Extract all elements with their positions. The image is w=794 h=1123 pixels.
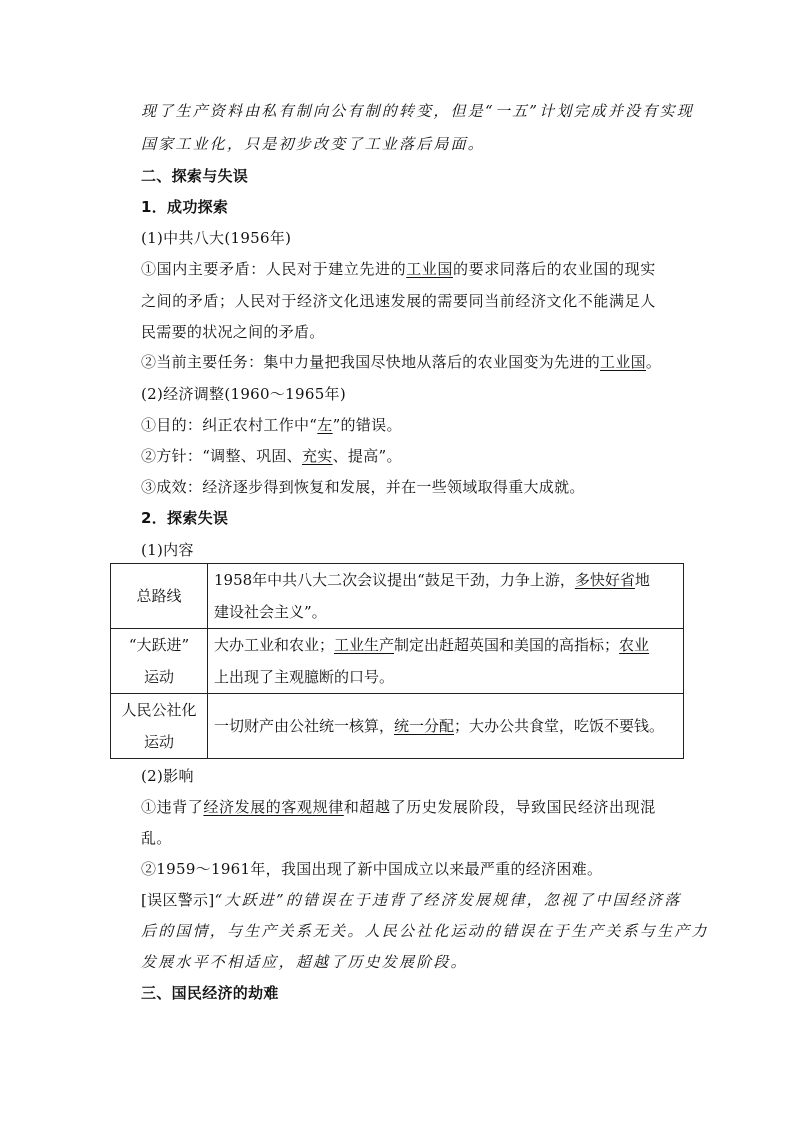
table-row-header [111, 694, 208, 759]
cell-line: 建设社会主义”。 [214, 603, 327, 621]
underlined-keyword: 经济发展的客观规律 [203, 798, 344, 816]
header-line: “大跃进” [128, 636, 190, 654]
text-span: ②当前主要任务：集中力量把我国尽快地从落后的农业国变为先进的 [141, 353, 601, 371]
table-row [111, 694, 684, 759]
paragraph-line: 民需要的状况之间的矛盾。 [141, 323, 325, 341]
table-row [111, 564, 684, 629]
text-span: ①违背了 [141, 798, 204, 816]
underlined-keyword: 工业国 [406, 260, 454, 278]
section-heading: 二、探索与失误 [141, 167, 249, 185]
paragraph-line: (1)内容 [141, 541, 194, 559]
paragraph-line: 国家工业化，只是初步改变了工业落后局面。 [141, 135, 486, 153]
text-span: 、提高”。 [332, 447, 402, 465]
text-span: 大办工业和农业； [214, 636, 335, 654]
paragraph-line [141, 259, 686, 279]
header-line: 运动 [143, 733, 174, 751]
warning-paragraph-line [141, 890, 686, 910]
text-span: ①国内主要矛盾：人民对于建立先进的 [141, 260, 407, 278]
underlined-keyword: 充实 [301, 447, 333, 465]
subsection-heading: 1．成功探索 [141, 198, 229, 216]
paragraph-line [141, 352, 686, 372]
cell-line: 上出现了主观臆断的口号。 [214, 668, 395, 686]
table-row-header [111, 629, 208, 694]
warning-paragraph-line: 发展水平不相适应，超越了历史发展阶段。 [141, 953, 468, 971]
cell-line [214, 564, 679, 596]
text-span: 制定出赶超英国和美国的高指标； [394, 636, 620, 654]
paragraph-line: (1)中共八大(1956年) [141, 229, 292, 247]
underlined-keyword: 多快好省 [574, 571, 635, 589]
subsection-heading: 2．探索失误 [141, 509, 229, 527]
paragraph-line: (2)经济调整(1960～1965年) [141, 385, 346, 403]
table-cell [208, 629, 684, 694]
table-cell [208, 694, 684, 759]
cell-line [214, 629, 679, 661]
header-line: 人民公社化 [121, 701, 197, 719]
underlined-keyword: 农业 [619, 636, 650, 654]
text-span: ②方针：“调整、巩固、 [141, 447, 302, 465]
underlined-keyword: 工业国 [600, 353, 646, 371]
table-cell [208, 564, 684, 629]
table-row [111, 629, 684, 694]
paragraph-line: 之间的矛盾；人民对于经济文化迅速发展的需要同当前经济文化不能满足人 [141, 292, 656, 310]
text-span: ；大办公共食堂，吃饭不要钱。 [454, 717, 665, 735]
paragraph-line: 现了生产资料由私有制向公有制的转变，但是“一五”计划完成并没有实现 [141, 102, 694, 120]
content-table [110, 563, 684, 759]
paragraph-line: (2)影响 [141, 767, 194, 785]
underlined-keyword: 工业生产 [334, 636, 395, 654]
underlined-keyword: 统一分配 [394, 717, 455, 735]
text-span: 和超越了历史发展阶段，导致国民经济出现混 [343, 798, 656, 816]
warning-paragraph-line: 后的国情，与生产关系无关。人民公社化运动的错误在于生产关系与生产力 [141, 922, 709, 940]
text-span: 。 [645, 353, 662, 371]
paragraph-line [141, 797, 686, 817]
paragraph-line: ③成效：经济逐步得到恢复和发展，并在一些领域取得重大成就。 [141, 478, 585, 496]
text-span: 1958年中共八大二次会议提出“鼓足干劲，力争上游， [214, 571, 575, 589]
paragraph-line [141, 446, 686, 466]
paragraph-line: 乱。 [141, 829, 172, 847]
underlined-keyword: 左 [317, 416, 333, 434]
cell-line [214, 710, 679, 742]
section-heading: 三、国民经济的劫难 [141, 984, 279, 1002]
warning-text: “大跃进”的错误在于违背了经济发展规律，忽视了中国经济落 [214, 891, 682, 909]
text-span: 地 [634, 571, 650, 589]
text-span: 一切财产由公社统一核算， [214, 717, 395, 735]
paragraph-line: ②1959～1961年，我国出现了新中国成立以来最严重的经济困难。 [141, 860, 603, 878]
text-span: ①目的：纠正农村工作中“ [141, 416, 318, 434]
table-row-header: 总路线 [111, 564, 208, 629]
warning-label: [误区警示] [141, 891, 215, 909]
text-span: ”的错误。 [332, 416, 402, 434]
paragraph-line [141, 415, 686, 435]
text-span: 的要求同落后的农业国的现实 [453, 260, 656, 278]
header-line: 运动 [143, 668, 174, 686]
